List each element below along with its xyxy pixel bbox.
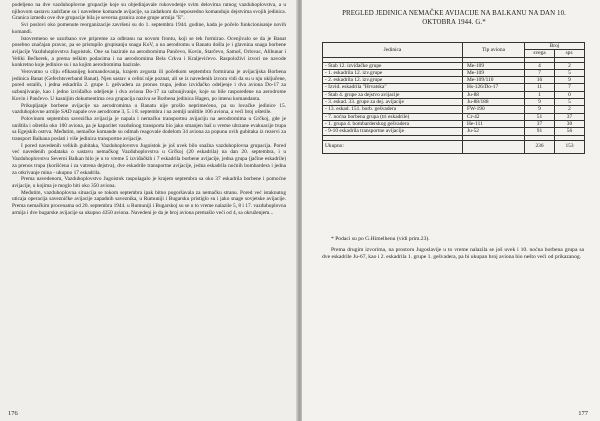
total-count: 4 [525,62,555,69]
total-count: 51 [525,113,555,120]
table-row [323,99,585,106]
body-paragraph: Prema drugim izvorima, na prostoru Jugoslavije u to vreme nalazila se još uvek i 10. noćna borbena grupa sa dve eskadrile Ju-67, kao i 2. eskadrila 1. grupe 1. gešvadera, pa bi ukupan broj aviona bio nešto veći od prikazanog. [322,247,584,261]
header-serviceable: spr. [555,50,585,57]
paragraph: Polovinom septembra savezička avijacija je napala i nemačku transportnu avijaciju na aerodromima u Grčkoj, gde je uništila i oštetila oko 100 aviona, pa je kapacitet vazdušnog transporta bio jako smanjen baš u vreme ubrzane evakuacije trupa sa Egejskih ostrva. Međutim, nemačke komande su odmah reagovale dodelom 34 aviona za popunu ovih gubitaka iz rezervi za transport Balkana poslati i više jedinica transportne avijacije. [12,115,286,143]
table-body [323,57,585,153]
ready-count: 2 [555,106,585,113]
total-count: 11 [525,84,555,91]
ready-count: 30 [555,120,585,127]
aircraft-type: Ju-88/188 [463,99,525,106]
paragraph: Verovatno u cilju efikasnijeg komandovanja, krajem avgusta ili početkom septembra formirana je avijacijska Borbena jedinica Banat (Gefechtsverband Banat). Njen sastav u celini nije poznat, ali se iz navedenih izvora vidi da su u nju uključene, pored ostalih, i jedna eskadrila 2. grupe 1. gešvadera za pronos trupa, jedno izviđačko odeljenje i dva aviona Do-17 za uzbunjivanje, kao i jedno izviđačko odeljenje i dva aviona Do-17 za uzbunjivanje, koje su bile raspoređene na aerodrome Kovin i Pančevo. U kasnijim dokumentima ova grupacija naziva se Borbena jedinica Hagen, po imenu komandanta. [12,69,286,102]
aircraft-type: Me-109 [463,62,525,69]
ready-count: 5 [555,99,585,106]
header-unit: Jedinica [323,43,463,58]
ready-count: 56 [555,128,585,135]
table-row [323,128,585,135]
ready-count: 5 [555,69,585,76]
aircraft-type: Me-109 [463,69,525,76]
units-table [322,42,585,154]
paragraph: I pored navedenih velikih gubitaka, Vazduhoplovstvo Jugoistok je još uvek bilo snažna vazduhoplovna grupacija. Pored već navedenih podataka o sastavu nemačkog Vazduhoplovstva u Grčkoj (20 eskadrila) na dan 20. septembra, i u Vazduhoplovstvu Severni Balkan bilo je u to vreme 5 izviđačkih i 7 eskadrila borbene avijacije, jedna grupa (jačine eskadrile) za prenos trupa (korišćena i za vatrena dejstva), dve eskadrile transportne avijacije, jedna eskadrila noćnih bombardera i jedna za otkrivanje mina - ukupno 17 eskadrila. [12,142,286,176]
unit-name: - Izvid. eskadrila "Hrvatska" [323,84,463,91]
paragraph: Svi poslovi oko pomenute reorganizacije završeni su do 1. septembra 1944. godine, kada je počelo funkcionisanje novih komandi. [12,22,286,35]
unit-name: - 2. eskadrila 12. izv.grupe [323,77,463,84]
aircraft-type: Cr-42 [463,113,525,120]
unit-name: - 13. eskad. 151. borb. gešvadera [323,106,463,113]
paragraph: Prikupljanje borbene avijacije na aerodromima u Banatu nije prošlo neprimećeno, pa su lovačke jedinice 15. vazduhoplovne armije SAD napale ove aerodrome 3, 5. i 8. septembra i na zemlji uništile 106 aviona, a veći broj oštetile. [12,102,286,116]
paragraph: podeljeno na dve vazduhoplovne grupacije koje su objedinjavale rukovodenje svim delovima ratnog vazduhoplovstva, a u njihovom sastavu zadržane su i navedene komande avijacije, sa zadatkom da neposredno komanduju dejstvima svojih jedinica. Granica između ove dve grupacije bila je severna granica zone grupe armija "E". [12,2,286,22]
table-row [323,120,585,127]
total-sum: 236 [525,140,555,153]
ready-count: 0 [555,91,585,98]
header-type: Tip aviona [463,43,525,58]
unit-name: - 1. grupa 4. bombarderskog gešvadera [323,120,463,127]
table-title-line-1: PREGLED JEDINICA NEMAČKE AVIJACIJE NA BALKANU NA DAN 10. [342,10,566,17]
unit-name: - 3. eskad. 33. grupe za dej. avijacije [323,99,463,106]
total-count: 9 [525,106,555,113]
notes [322,236,584,262]
table-title-line-2: OKTOBRA 1944. G.* [422,18,486,26]
footnote: * Podaci su po G.Himelhenu (vidi prim.23). [331,236,430,242]
page-number-right: 177 [578,410,588,417]
header-total: svega [525,50,555,57]
total-count: 37 [525,120,555,127]
right-page [302,0,600,421]
aircraft-type: FW-190 [463,106,525,113]
table-row [323,113,585,120]
unit-name: - 7. noćna borbena grupa (tri eskadrile) [323,113,463,120]
table-title [320,10,588,27]
aircraft-type: Ju-52 [463,128,525,135]
unit-name: - 1. eskadrila 12. izv.grupe [323,69,463,76]
total-ready: 153 [555,140,585,153]
ready-count: 7 [555,84,585,91]
ready-count: 9 [555,77,585,84]
table-row [323,62,585,69]
total-count: 7 [525,69,555,76]
aircraft-type: Hs-126/Do-17 [463,84,525,91]
total-label: Ukupno: [323,140,463,153]
paragraph: Međutim, vazduhoplovna situacija se tokom septembra ipak bitno pogoršavala za nemačku stranu. Pored već istaknutog uticaja operacija savezničke avijacije zapadnih saveznika, u Rumuniji i Bugarsku pristiglo su i jako snage sovjetske avijacije. Prema nemačkim procenama od 20. septembra 1944. u Rumuniji i Bugarskoj su se u to vreme nalazile 5, 8 i 17. vazduhoplovna armija i dve bugarske avijacije sa ukupno 4350 aviona. Navedeni je da je broj aviona premašio veći od 4, sa okruženjem... [12,189,286,216]
table-row [323,91,585,98]
ready-count: 2 [555,62,585,69]
header-count: Broj [525,43,585,50]
aircraft-type: He-111 [463,120,525,127]
ready-count: 37 [555,113,585,120]
table-row [323,106,585,113]
unit-name: - Štab 12. izviđačke grupe [323,62,463,69]
total-count: 9 [525,99,555,106]
paragraph: Prema navedenom, Vazduhoplovstvo Jugoistok raspolagalo je krajem septembra sa oko 37 eskadrila borbene i pomoćne avijacije, u kojima je moglo biti oko 350 aviona. [12,176,286,189]
total-row [323,140,585,153]
paragraph: Istovremeno se uzurbano sve pripreme za odbranu na novom frontu, koji se tek formirao. Ocenjivalo se da je Banat posebno značajan pravac, pa se pristupilo grupisanju snaga KoV, a na aerodromu u Banatu došla je i glavnina snaga borbene avijacije Vazduhoplovstva Jugoistok. One su bazirale na aerodromima Pančevo, Kovin, Starčevo, Samoš, Orlovac, Alibunar i Veliki Bečkerek, a prema teškim podacima i na aerodromima Bela Crkva i Kraljevićevo. Raspoloživi izvori ne navode konkretno koje jedinice su i na kojim aerodromima bazirale. [12,35,286,69]
table-row [323,77,585,84]
total-count: 1 [525,91,555,98]
page-number-left: 176 [8,410,18,417]
left-page-text [12,2,286,217]
unit-name: - 9-10 eskadrila transportne avijacije [323,128,463,135]
table-row [323,84,585,91]
unit-name: - Štab 4. grupe za dejstvo avijacije [323,91,463,98]
total-count: 91 [525,128,555,135]
left-page [0,0,298,421]
total-count: 16 [525,77,555,84]
table-row [323,69,585,76]
aircraft-type: Ju-88 [463,91,525,98]
aircraft-type: Me-109/110 [463,77,525,84]
